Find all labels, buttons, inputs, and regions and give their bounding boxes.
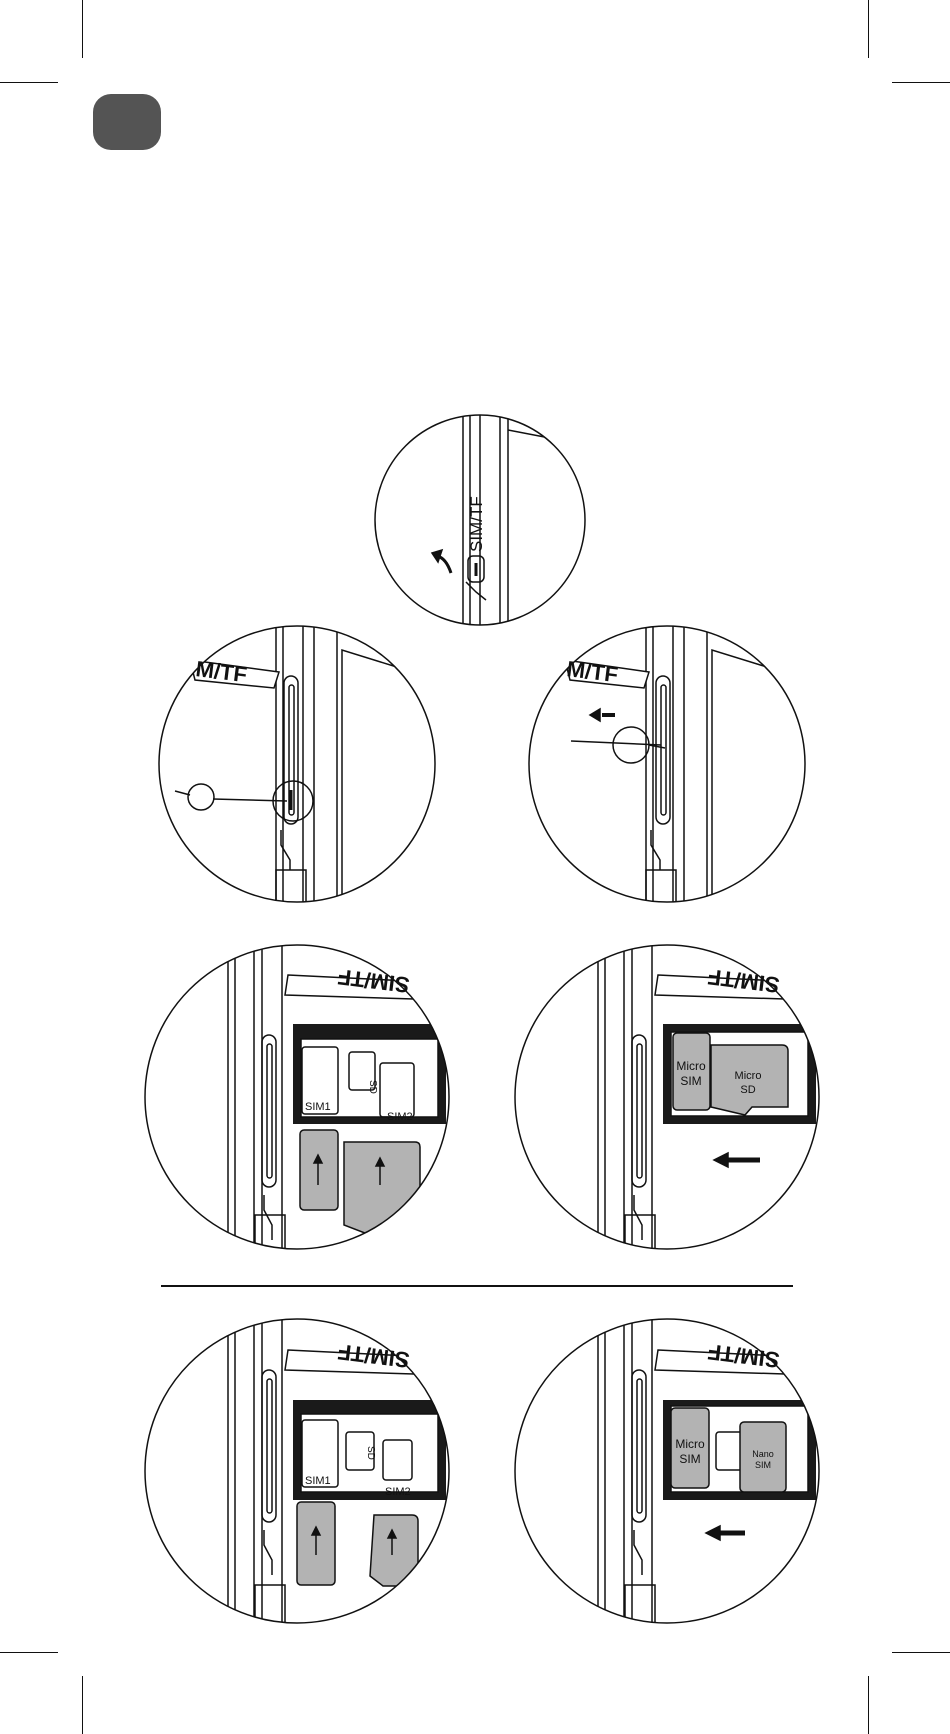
section-divider [161, 1285, 793, 1287]
card-label-micro-sim: Micro [676, 1059, 706, 1073]
slot2-label: SIM2 [387, 1111, 413, 1123]
card-label-micro-sim-2: SIM [680, 1074, 702, 1088]
slot1-label-panel6: SIM1 [305, 1475, 331, 1487]
side-label-panel1: SIM/TF [467, 496, 486, 552]
side-label-panel5: SIM/TF [706, 964, 781, 998]
sd-mark: SD [367, 1080, 378, 1094]
side-label-panel6: SIM/TF [336, 1339, 411, 1373]
card-label-nano-sim-2: SIM [754, 1460, 772, 1470]
sd-mark-panel6: SD [365, 1446, 376, 1460]
slot1-label: SIM1 [305, 1101, 331, 1113]
card-label-micro-sd: Micro [734, 1070, 762, 1082]
card-label-nano-sim: Nano [752, 1449, 774, 1459]
card-label-micro-sd-2: SD [740, 1084, 756, 1096]
card-label-micro-sim-p7: Micro [675, 1437, 705, 1451]
card-label-micro-sim-p7-2: SIM [679, 1452, 701, 1466]
slot2-label-panel6: SIM2 [385, 1486, 411, 1498]
side-label-panel3: M/TF [565, 656, 620, 688]
side-label-panel4: SIM/TF [336, 964, 411, 998]
side-label-panel2: M/TF [194, 656, 249, 688]
side-label-panel7: SIM/TF [706, 1339, 781, 1373]
